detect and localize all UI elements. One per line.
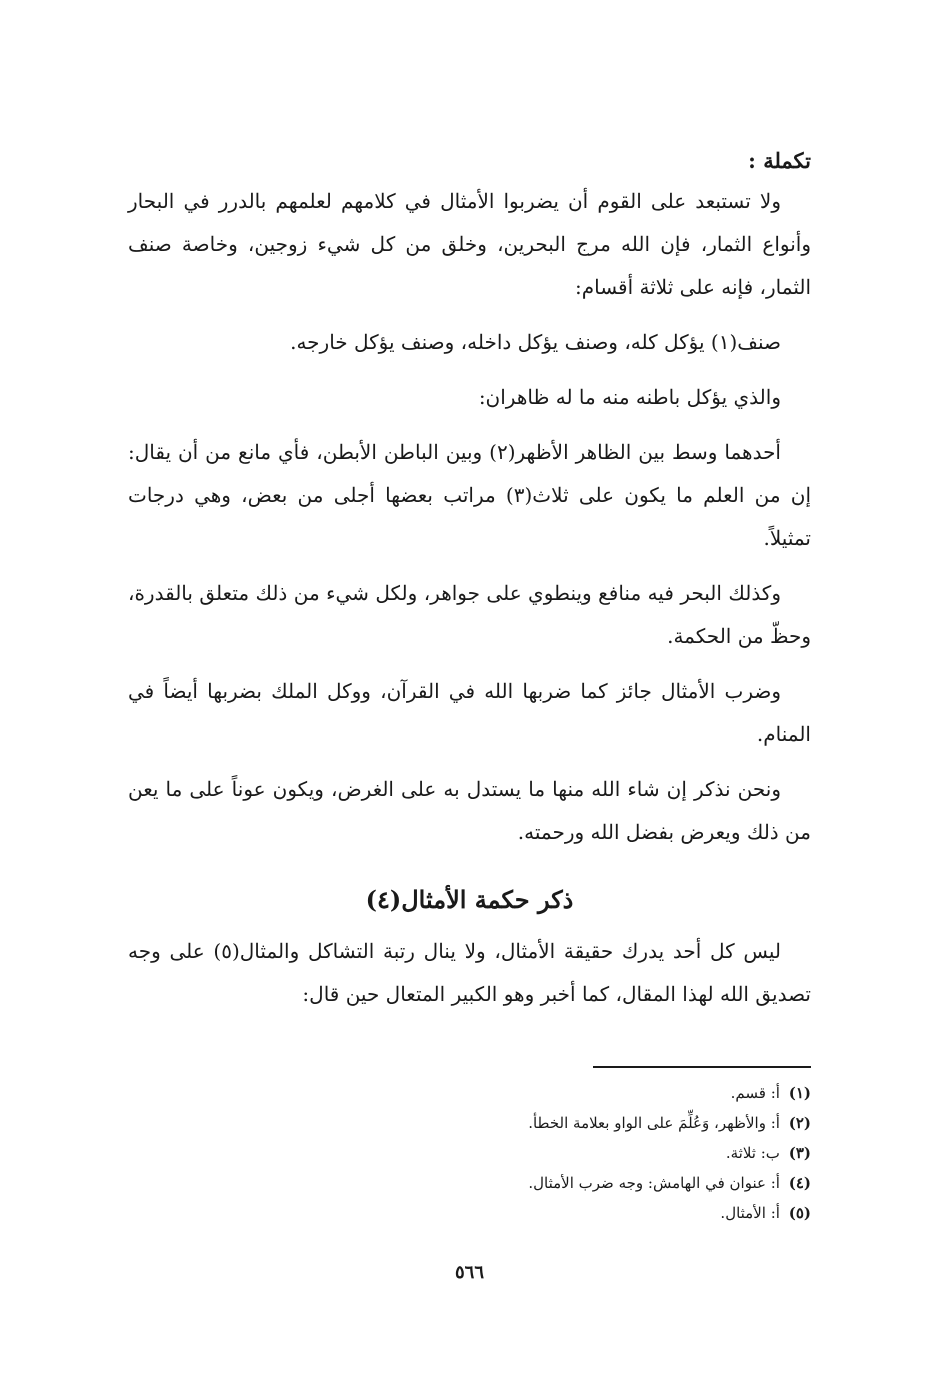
paragraph: صنف(١) يؤكل كله، وصنف يؤكل داخله، وصنف يؤكل خارجه. [290, 330, 781, 354]
paragraph: والذي يؤكل باطنه منه ما له ظاهران: [478, 385, 781, 409]
footnote [128, 1108, 811, 1138]
paragraph: أحدهما وسط بين الظاهر الأظهر(٢) وبين الباطن الأبطن، فأي مانع من أن يقال: إن من العلم ما يكون على ثلاث(٣) مراتب بعضها أجلى من بعض، وهي درجات تمثيلاً. [128, 440, 811, 550]
footnote-text: أ: عنوان في الهامش: وجه ضرب الأمثال. [528, 1174, 780, 1192]
footnote-number: (١) [788, 1084, 811, 1102]
paragraph: وضرب الأمثال جائز كما ضربها الله في القرآن، ووكل الملك بضربها أيضاً في المنام. [128, 679, 811, 746]
footnote-number: (٢) [788, 1114, 811, 1132]
footnote [128, 1168, 811, 1198]
page-number: ٥٦٦ [454, 1262, 484, 1283]
footnotes [128, 1078, 811, 1228]
footnote [128, 1198, 811, 1228]
footnote [128, 1138, 811, 1168]
footnote-number: (٤) [788, 1174, 811, 1192]
footnote-text: أ: والأظهر، وَعُلِّمَ على الواو بعلامة الخطأ. [528, 1114, 780, 1132]
footnote-text: ب: ثلاثة. [725, 1144, 780, 1162]
footnote [128, 1078, 811, 1108]
paragraph: ونحن نذكر إن شاء الله منها ما يستدل به على الغرض، ويكون عوناً على ما يعن من ذلك ويعرض بفضل الله ورحمته. [128, 777, 811, 844]
footnote-number: (٥) [788, 1204, 811, 1222]
main-text [128, 146, 811, 1028]
section-heading: ذكر حكمة الأمثال(٤) [365, 885, 574, 914]
paragraph: وكذلك البحر فيه منافع وينطوي على جواهر، ولكل شيء من ذلك متعلق بالقدرة، وحظّ من الحكمة. [128, 581, 811, 648]
section-label: تكملة : [748, 148, 811, 173]
paragraph: ولا تستبعد على القوم أن يضربوا الأمثال في كلامهم لعلمهم بالدرر في البحار وأنواع الثمار، فإن الله مرج البحرين، وخلق من كل شيء زوجين، وخاصة صنف الثمار، فإنه على ثلاثة أقسام: [128, 189, 811, 299]
footnote-text: أ: قسم. [730, 1084, 780, 1102]
footnote-number: (٣) [788, 1144, 811, 1162]
footnote-text: أ: الأمثال. [720, 1204, 780, 1222]
footnote-divider [593, 1066, 811, 1068]
paragraph: ليس كل أحد يدرك حقيقة الأمثال، ولا ينال رتبة التشاكل والمثال(٥) على وجه تصديق الله لهذا المقال، كما أخبر وهو الكبير المتعال حين قال: [128, 939, 811, 1006]
